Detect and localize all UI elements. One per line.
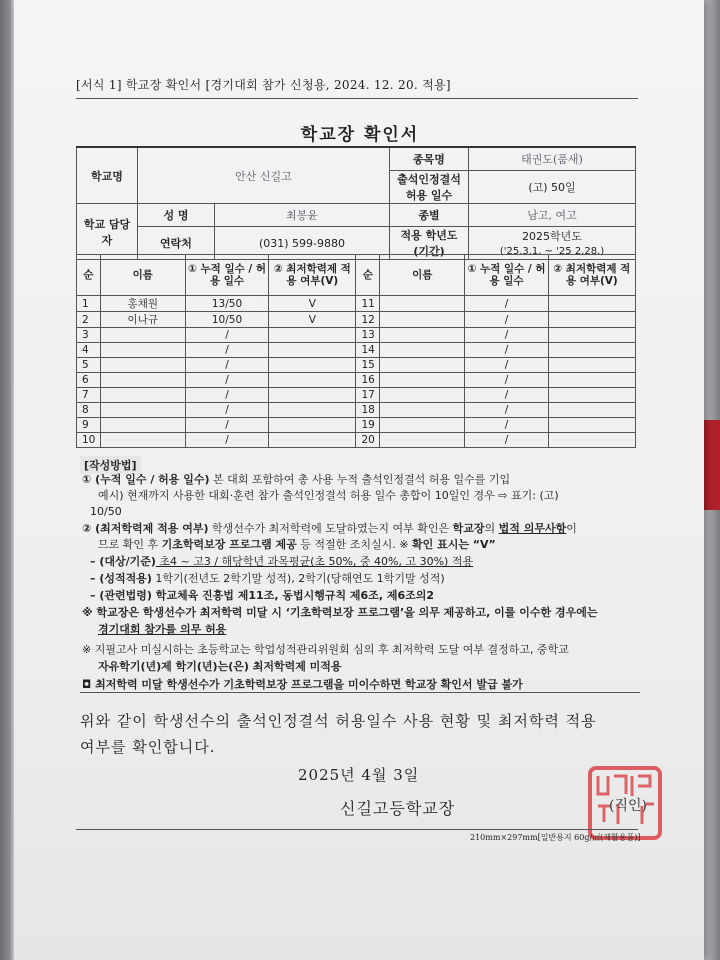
cell-no: 4: [77, 343, 101, 358]
table-row: [77, 418, 636, 433]
cell-check: [548, 388, 635, 403]
cell-name: 이나규: [100, 312, 185, 328]
table-row: [77, 358, 636, 373]
method-2-line2-a: 므로 확인 후: [98, 538, 162, 551]
cell-check: [269, 328, 356, 343]
cell-days: 13/50: [185, 296, 268, 312]
col-name-left: 이름: [100, 255, 185, 296]
cell-name: [100, 358, 185, 373]
method-2-program: 기초학력보장 프로그램 제공: [161, 538, 297, 551]
detail-grade-label: – (성적적용): [90, 572, 152, 585]
cell-days: /: [185, 433, 268, 448]
detail-grade: [90, 572, 445, 586]
confirm-line-1: 위와 같이 학생선수의 출석인정결석 허용일수 사용 현황 및 최저학력 적용: [80, 712, 597, 730]
year-label: 적용 학년도 (기간): [390, 227, 469, 260]
cell-check: [548, 433, 635, 448]
cell-check: [548, 312, 635, 328]
method-2-text-a: 학생선수가 최저학력에 도달하였는지 여부 확인은: [208, 522, 453, 535]
cell-name: [100, 388, 185, 403]
name-value: 최봉윤: [215, 204, 390, 227]
table-row: [77, 328, 636, 343]
cell-check: V: [269, 296, 356, 312]
contact-label: 연락처: [138, 227, 215, 260]
col-min-left: ② 최저학력제 적용 여부(V): [269, 255, 356, 296]
category-value: 남고, 여고: [469, 204, 636, 227]
cell-name: 홍채원: [100, 296, 185, 312]
event-label: 종목명: [390, 147, 469, 171]
detail-law-label: – (관련법령): [90, 589, 152, 602]
detail-law-text: 학교체육 진흥법 제11조, 동법시행규칙 제6조, 제6조의2: [151, 589, 435, 602]
issue-date: 2025년 4월 3일: [298, 766, 420, 784]
cell-no: 6: [77, 373, 101, 388]
detail-target-label: – (대상/기준): [90, 555, 156, 568]
cell-check: [548, 296, 635, 312]
cell-days: /: [465, 388, 548, 403]
cell-check: V: [269, 312, 356, 328]
cell-check: [548, 328, 635, 343]
table-row: [77, 403, 636, 418]
school-value: 안산 신길고: [138, 147, 390, 204]
cell-days: /: [465, 433, 548, 448]
method-1-label: ① (누적 일수 / 허용 일수): [82, 473, 210, 486]
manager-label: 학교 담당자: [77, 204, 138, 260]
cell-days: /: [465, 296, 548, 312]
note-1-line-1: ※ 학교장은 학생선수가 최저학력 미달 시 ‘기초학력보장 프로그램’을 의무 제공하고, 이를 이수한 경우에는: [82, 606, 598, 619]
col-no-left: 순: [77, 255, 101, 296]
period-value: ('25.3.1. ~ '25 2.28.): [469, 244, 636, 259]
cell-no: 11: [356, 296, 380, 312]
cell-check: [269, 433, 356, 448]
cell-check: [269, 373, 356, 388]
cell-check: [548, 373, 635, 388]
cell-days: /: [465, 418, 548, 433]
cell-days: /: [465, 312, 548, 328]
col-days-right: ① 누적 일수 / 허용 일수: [465, 255, 548, 296]
method-2-mark: 확인 표시는 “V”: [412, 538, 496, 551]
table-row: [77, 343, 636, 358]
cell-no: 10: [77, 433, 101, 448]
seal-text: (직인): [609, 798, 647, 814]
cell-days: /: [465, 328, 548, 343]
method-2-duty: 법적 의무사항: [498, 522, 567, 535]
method-heading: [작성방법]: [80, 456, 141, 474]
cell-no: 8: [77, 403, 101, 418]
cell-check: [548, 358, 635, 373]
form-note: [서식 1] 학교장 확인서 [경기대회 참가 신청용, 2024. 12. 20. 적용]: [76, 78, 451, 92]
cell-name: [380, 358, 465, 373]
col-min-right: ② 최저학력제 적용 여부(V): [548, 255, 635, 296]
note-2-line-1: ※ 지필고사 미실시하는 초등학교는 학업성적관리위원회 심의 후 최저학력 도달 여부 결정하고, 중학교: [82, 643, 569, 656]
method-1-example: 예시) 현재까지 사용한 대회·훈련 참가 출석인정결석 허용 일수 총합이 10일인 경우 ⇨ 표기: (고): [98, 489, 559, 502]
cell-days: /: [465, 403, 548, 418]
cell-name: [380, 312, 465, 328]
cell-check: [269, 388, 356, 403]
cell-name: [380, 373, 465, 388]
cell-check: [548, 343, 635, 358]
cell-days: /: [185, 418, 268, 433]
info-table: [76, 146, 636, 260]
event-value: 태권도(품새): [469, 147, 636, 171]
paper-size-note: 210mm×297mm[일반용지 60g/㎡(재활용품)]: [470, 833, 641, 842]
cell-no: 12: [356, 312, 380, 328]
col-no-right: 순: [356, 255, 380, 296]
cell-check: [269, 418, 356, 433]
cell-no: 9: [77, 418, 101, 433]
cell-no: 20: [356, 433, 380, 448]
cell-name: [100, 328, 185, 343]
cell-days: /: [185, 328, 268, 343]
cell-check: [269, 343, 356, 358]
cell-days: /: [185, 373, 268, 388]
cell-name: [380, 296, 465, 312]
cell-name: [100, 433, 185, 448]
cell-name: [100, 373, 185, 388]
cell-no: 18: [356, 403, 380, 418]
school-head: 신길고등학교장: [340, 799, 456, 818]
cell-name: [100, 403, 185, 418]
note-1-line-2: 경기대회 참가를 의무 허용: [98, 623, 227, 636]
cell-days: /: [185, 403, 268, 418]
allowed-days-value: (고) 50일: [469, 171, 636, 204]
note-2-line-2: 자유학기(년)제 학기(년)는(은) 최저학력제 미적용: [98, 660, 342, 673]
cell-name: [380, 403, 465, 418]
cell-name: [100, 418, 185, 433]
method-2-line-2: [98, 538, 496, 552]
method-2-text-b: 의: [484, 522, 499, 535]
col-days-left: ① 누적 일수 / 허용 일수: [185, 255, 268, 296]
detail-grade-text: 1학기(전년도 2학기말 성적), 2학기(당해연도 1학기말 성적): [151, 572, 445, 585]
method-1-example-2: 10/50: [90, 505, 122, 518]
cell-check: [269, 403, 356, 418]
category-label: 종별: [390, 204, 469, 227]
table-row: [77, 433, 636, 448]
detail-law: [90, 589, 434, 603]
allowed-days-label: 출석인정결석 허용 일수: [390, 171, 469, 204]
method-2-text-c: 이: [566, 522, 577, 535]
method-1-text: 본 대회 포함하여 총 사용 누적 출석인정결석 허용 일수를 기입: [209, 473, 511, 486]
cell-no: 7: [77, 388, 101, 403]
detail-target-text: 초4 ~ 고3 / 해당학년 과목평균(초 50%, 중 40%, 고 30%) 적용: [155, 555, 474, 568]
contact-value: (031) 599-9880: [215, 227, 390, 260]
cell-days: /: [185, 358, 268, 373]
cell-days: /: [185, 388, 268, 403]
cell-no: 16: [356, 373, 380, 388]
cell-days: /: [465, 373, 548, 388]
cell-name: [380, 388, 465, 403]
bottom-rule: [76, 829, 638, 830]
cell-no: 2: [77, 312, 101, 328]
cell-no: 1: [77, 296, 101, 312]
cell-check: [548, 403, 635, 418]
cell-name: [100, 343, 185, 358]
detail-target: [90, 555, 473, 569]
method-2-school: 학교장: [452, 522, 485, 535]
table-row: [77, 312, 636, 328]
cell-days: /: [185, 343, 268, 358]
final-rule: [80, 692, 640, 693]
cell-name: [380, 433, 465, 448]
confirm-line-2: 여부를 확인합니다.: [80, 738, 216, 756]
cell-days: /: [465, 343, 548, 358]
cell-check: [269, 358, 356, 373]
table-row: [77, 296, 636, 312]
method-item-1: [82, 473, 510, 487]
top-rule: [76, 98, 638, 99]
name-label: 성 명: [138, 204, 215, 227]
cell-name: [380, 418, 465, 433]
cell-no: 14: [356, 343, 380, 358]
cell-name: [380, 328, 465, 343]
document-title: 학교장 확인서: [300, 125, 420, 145]
cell-name: [380, 343, 465, 358]
cell-check: [548, 418, 635, 433]
cell-no: 17: [356, 388, 380, 403]
cell-no: 13: [356, 328, 380, 343]
col-name-right: 이름: [380, 255, 465, 296]
method-2-line2-b: 등 적절한 조치실시. ※: [296, 538, 413, 551]
school-label: 학교명: [77, 147, 138, 204]
cell-no: 5: [77, 358, 101, 373]
cell-no: 15: [356, 358, 380, 373]
cell-days: /: [465, 358, 548, 373]
table-row: [77, 388, 636, 403]
cell-days: 10/50: [185, 312, 268, 328]
method-2-label: ② (최저학력제 적용 여부): [82, 522, 209, 535]
attendance-table: [76, 254, 636, 448]
table-row: [77, 373, 636, 388]
year-value: 2025학년도: [469, 227, 636, 245]
final-notice: ◘ 최저학력 미달 학생선수가 기초학력보장 프로그램을 미이수하면 학교장 확인서 발급 불가: [82, 678, 523, 691]
method-item-2: [82, 522, 577, 536]
cell-no: 19: [356, 418, 380, 433]
cell-no: 3: [77, 328, 101, 343]
